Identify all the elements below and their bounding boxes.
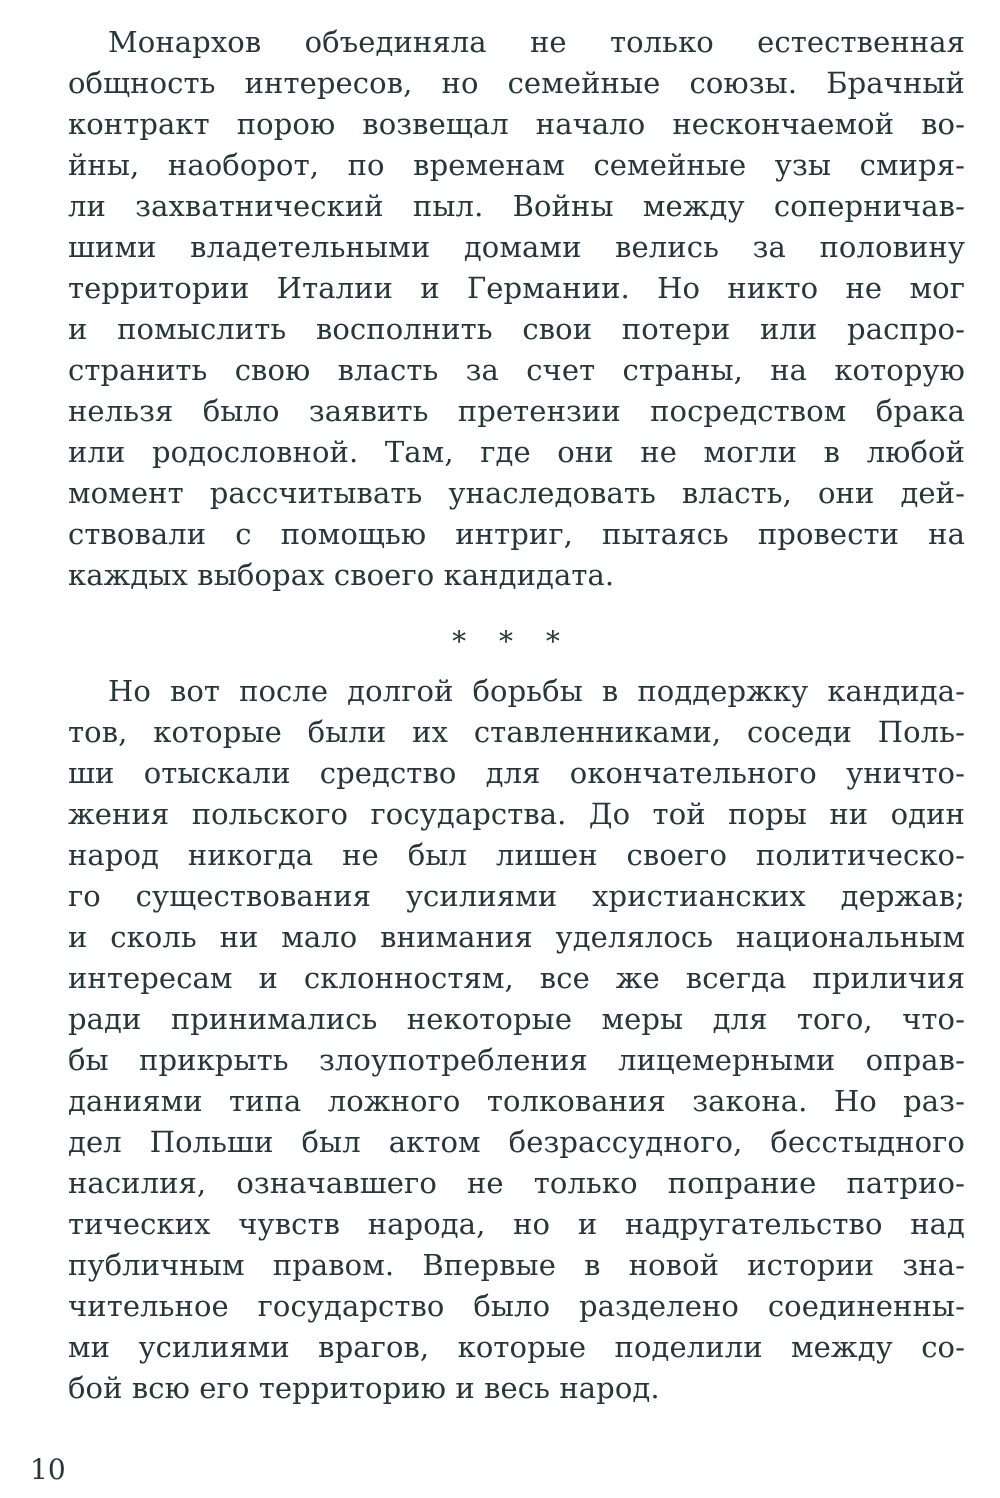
text-line: бой всю его территорию и весь народ.	[68, 1371, 660, 1405]
text-line: бы прикрыть злоупотребления лицемерными оправ-	[68, 1043, 965, 1077]
text-line: шими владетельными домами велись за половину	[68, 230, 965, 264]
text-line: чительное государство было разделено соединенны-	[68, 1289, 965, 1323]
text-line: общность интересов, но семейные союзы. Брачный	[68, 66, 965, 100]
text-line: дел Польши был актом безрассудного, бесстыдного	[68, 1125, 965, 1159]
text-line: момент рассчитывать унаследовать власть, они дей-	[68, 476, 965, 510]
text-line: жения польского государства. До той поры ни один	[68, 797, 965, 831]
text-line: контракт порою возвещал начало нескончаемой во-	[68, 107, 965, 141]
text-line: каждых выборах своего кандидата.	[68, 558, 615, 592]
text-line: и помыслить восполнить свои потери или распро-	[68, 312, 965, 346]
text-line: насилия, означавшего не только попрание патрио-	[68, 1166, 965, 1200]
text-line: нельзя было заявить претензии посредством брака	[68, 394, 965, 428]
paragraph-1	[68, 22, 965, 596]
page-number: 10	[30, 1453, 66, 1486]
text-line: Но вот после долгой борьбы в поддержку кандида-	[108, 674, 965, 708]
text-line: интересам и склонностям, все же всегда приличия	[68, 961, 965, 995]
text-line: территории Италии и Германии. Но никто не мог	[68, 271, 965, 305]
text-line: и сколь ни мало внимания уделялось национальным	[68, 920, 965, 954]
text-line: йны, наоборот, по временам семейные узы смиря-	[68, 148, 965, 182]
text-line: ствовали с помощью интриг, пытаясь провести на	[68, 517, 965, 551]
text-line: народ никогда не был лишен своего политическо-	[68, 838, 965, 872]
text-line: или родословной. Там, где они не могли в любой	[68, 435, 965, 469]
text-line: странить свою власть за счет страны, на которую	[68, 353, 965, 387]
text-line: ми усилиями врагов, которые поделили между со-	[68, 1330, 965, 1364]
paragraph-2	[68, 671, 965, 1409]
text-line: публичным правом. Впервые в новой истории зна-	[68, 1248, 965, 1282]
text-line: Монархов объединяла не только естественная	[108, 25, 965, 59]
text-line: тов, которые были их ставленниками, соседи Поль-	[68, 715, 965, 749]
section-separator: * * *	[452, 625, 572, 658]
text-line: ли захватнический пыл. Войны между соперничав-	[68, 189, 965, 223]
text-line: даниями типа ложного толкования закона. Но раз-	[68, 1084, 965, 1118]
text-line: ради принимались некоторые меры для того, что-	[68, 1002, 965, 1036]
text-line: тических чувств народа, но и надругательство над	[68, 1207, 965, 1241]
text-line: го существования усилиями христианских держав;	[68, 879, 965, 913]
text-line: ши отыскали средство для окончательного уничто-	[68, 756, 965, 790]
